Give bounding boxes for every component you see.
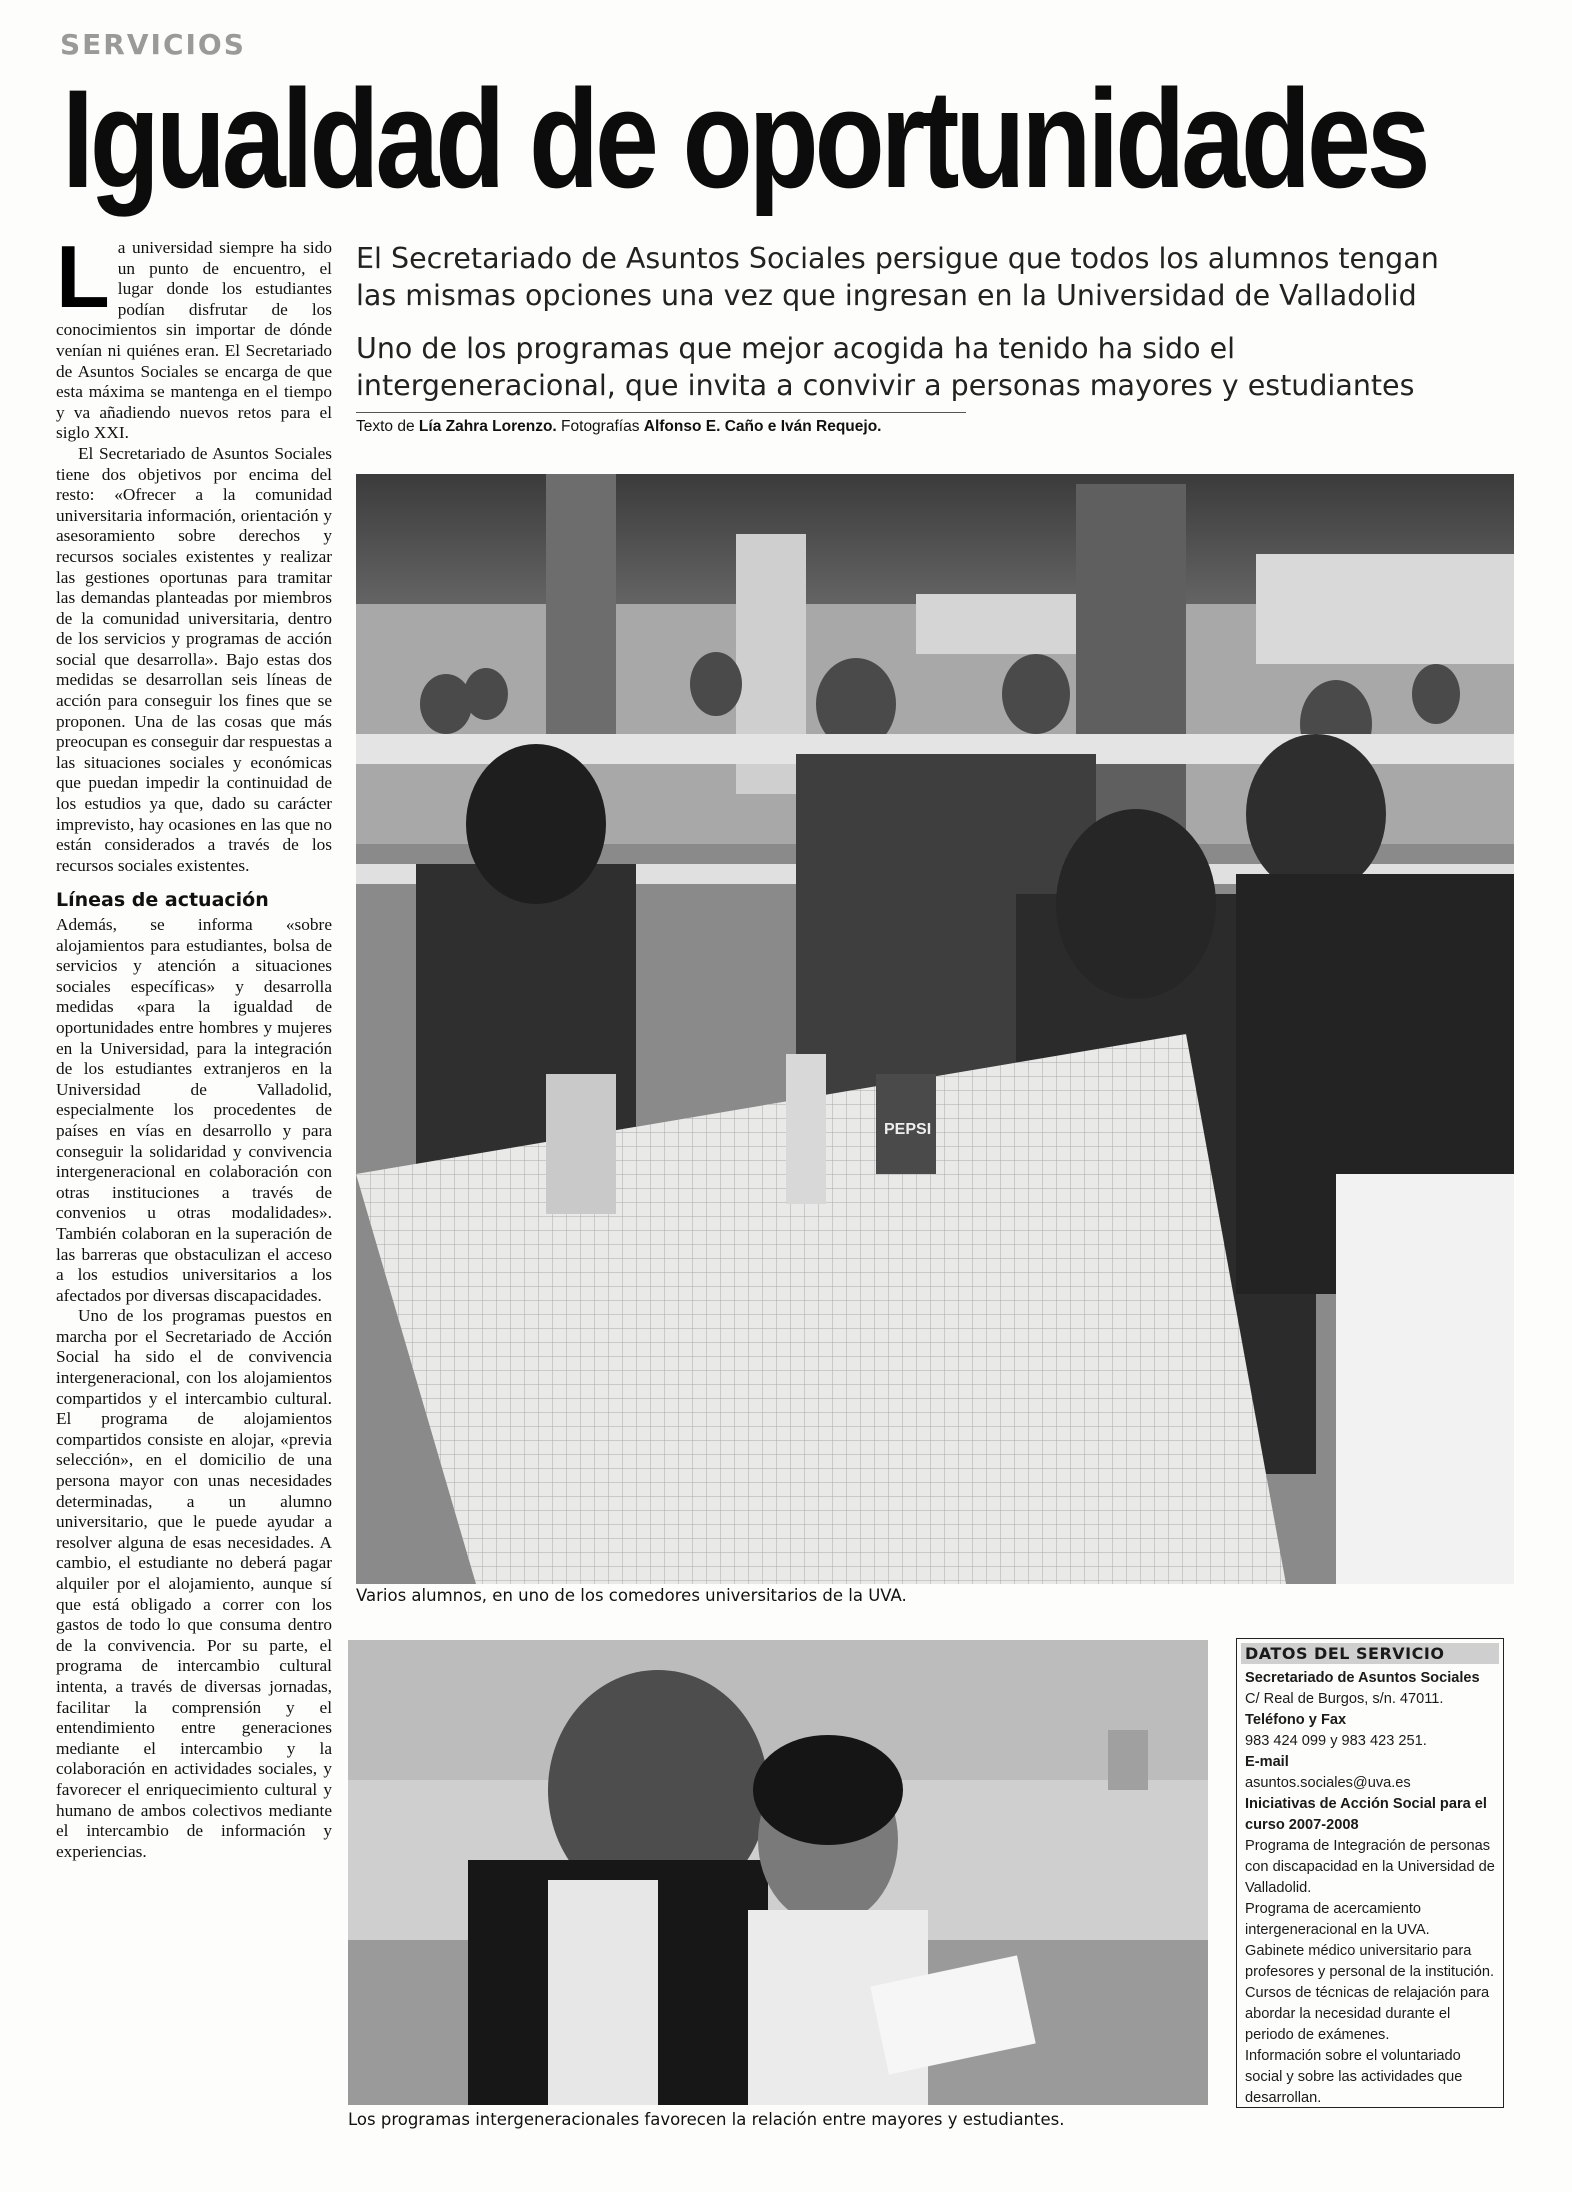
service-info-box	[1236, 1638, 1504, 2108]
paragraph-intro-text: a universidad siempre ha sido un punto de encuentro, el lugar donde los estudiantes podían disfrutar de los conocimientos sin importar de dónde venían ni quiénes eran. El Secretariado de Asuntos Sociales se encarga de que esta máxima se mantenga en el tiempo y va añadiendo nuevos retos para el siglo XXI.	[56, 238, 332, 443]
byline-photographers: Alfonso E. Caño e Iván Requejo.	[643, 418, 882, 435]
deck-divider	[356, 412, 966, 413]
initiative-item: Gabinete médico universitario para profesores y personal de la institución.	[1245, 1943, 1495, 1980]
initiative-item: Información sobre el voluntariado social y sobre las actividades que desarrollan.	[1245, 2048, 1463, 2106]
photo-intergenerational	[348, 1640, 1208, 2105]
paragraph-intro	[56, 227, 332, 444]
deck-line-2: Uno de los programas que mejor acogida ha tenido ha sido el intergeneracional, que invita a convivir a personas mayores y estudiantes	[356, 332, 1415, 402]
article-body	[56, 227, 332, 1862]
pepsi-cup-label: PEPSI	[884, 1121, 932, 1138]
photo-intergenerational-caption: Los programas intergeneracionales favorecen la relación entre mayores y estudiantes.	[348, 2110, 1065, 2129]
service-info-title: DATOS DEL SERVICIO	[1241, 1643, 1499, 1664]
photo-dining-hall	[356, 474, 1514, 1584]
photo-dining-hall-image	[356, 474, 1514, 1584]
email-label: E-mail	[1245, 1754, 1289, 1770]
initiatives-label: Iniciativas de Acción Social para el curso 2007-2008	[1245, 1796, 1487, 1833]
phone-label: Teléfono y Fax	[1245, 1712, 1347, 1728]
headline: Igualdad de oportunidades	[62, 60, 1427, 217]
initiative-item: Programa de acercamiento intergeneracional en la UVA.	[1245, 1901, 1430, 1938]
initiative-item: Programa de Integración de personas con discapacidad en la Universidad de Valladolid.	[1245, 1838, 1495, 1896]
paragraph-objectives: El Secretariado de Asuntos Sociales tiene dos objetivos por encima del resto: «Ofrecer a la comunidad universitaria información, orientación y asesoramiento sobre derechos y recursos sociales existentes y realizar las gestiones oportunas para tramitar las demandas planteadas por miembros de la comunidad universitaria, dentro de los servicios y programas de acción social que desarrolla». Bajo estas dos medidas se desarrollan seis líneas de acción para conseguir los fines que se proponen. Una de las cosas que más preocupan es conseguir dar respuestas a las situaciones sociales y económicas que puedan impedir la continuidad de los estudios ya que, dado su carácter imprevisto, hay ocasiones en las que no están considerados a través de los recursos sociales existentes.	[56, 443, 332, 875]
phone-value: 983 424 099 y 983 423 251.	[1245, 1733, 1427, 1749]
subheading: Líneas de actuación	[56, 889, 269, 912]
byline-photo-prefix: Fotografías	[561, 418, 640, 435]
office-label: Secretariado de Asuntos Sociales	[1245, 1670, 1480, 1686]
byline-author: Lía Zahra Lorenzo.	[418, 418, 557, 435]
drop-cap: L	[56, 227, 110, 326]
paragraph-programs: Uno de los programas puestos en marcha por el Secretariado de Acción Social ha sido el de convivencia intergeneracional, con los alojamientos compartidos y el intercambio cultural. El programa de alojamientos compartidos consiste en alojar, «previa selección», en el domicilio de una persona mayor con unas necesidades determinadas, a un alumno universitario, que le puede ayudar a resolver alguna de esas necesidades. A cambio, el estudiante no deberá pagar alquiler por el alojamiento, aunque sí que está obligado a correr con los gastos de todo lo que consuma dentro de la convivencia. Por su parte, el programa de intercambio cultural intenta, a través de diversas jornadas, facilitar la comprensión y el entendimiento entre generaciones mediante el intercambio y la colaboración en actividades sociales, y favorecer el enriquecimiento cultural y humano de ambos colectivos mediante el intercambio de información y experiencias.	[56, 1306, 332, 1861]
byline	[356, 418, 881, 436]
photo-dining-hall-caption: Varios alumnos, en uno de los comedores universitarios de la UVA.	[356, 1586, 907, 1605]
deck-line-1: El Secretariado de Asuntos Sociales persigue que todos los alumnos tengan las mismas opciones una vez que ingresan en la Universidad de Valladolid	[356, 242, 1439, 312]
paragraph-actions: Además, se informa «sobre alojamientos para estudiantes, bolsa de servicios y atención a situaciones sociales específicas» y desarrolla medidas «para la igualdad de oportunidades entre hombres y mujeres en la Universidad, para la integración de los estudiantes extranjeros en la Universidad de Valladolid, especialmente los procedentes de países en vías en desarrollo y para conseguir la solidaridad y convivencia intergeneracional en colaboración con otras instituciones a través de convenios u otras modalidades». También colaboran en la superación de las barreras que obstaculizan el acceso a los estudios universitarios a los afectados por diversas discapacidades.	[56, 915, 332, 1305]
byline-prefix: Texto de	[356, 418, 415, 435]
section-label: SERVICIOS	[60, 28, 246, 61]
office-address: C/ Real de Burgos, s/n. 47011.	[1245, 1691, 1444, 1707]
deck	[356, 240, 1476, 420]
photo-intergenerational-image	[348, 1640, 1208, 2105]
email-value: asuntos.sociales@uva.es	[1245, 1775, 1411, 1791]
initiative-item: Cursos de técnicas de relajación para abordar la necesidad durante el periodo de exámenes.	[1245, 1985, 1490, 2043]
